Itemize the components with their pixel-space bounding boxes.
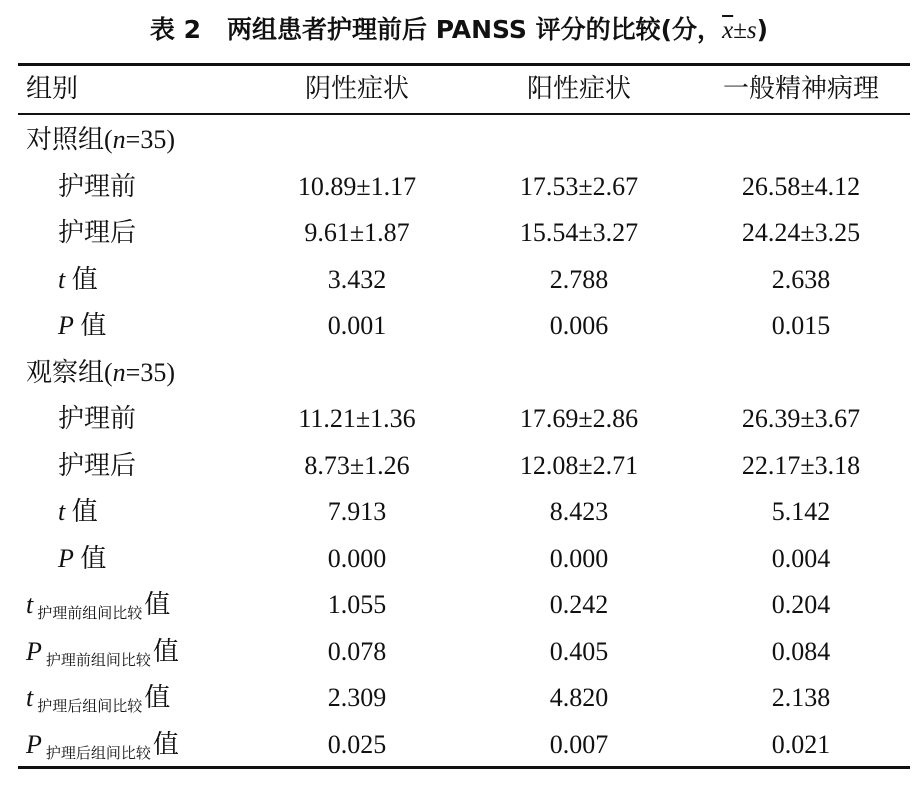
stat-symbol: P <box>26 729 42 759</box>
cell-general-psychopathology: 0.021 <box>771 729 831 759</box>
mean-symbol: $\overline{x}$ <box>722 17 734 44</box>
row-label-text: 值 <box>65 497 98 526</box>
row-label <box>58 257 98 303</box>
cell-negative-symptoms: 3.432 <box>327 264 387 294</box>
row-label-text: 值 <box>152 636 179 666</box>
cell-general-psychopathology: 2.138 <box>771 683 831 712</box>
cell-general-psychopathology: 2.638 <box>771 264 831 294</box>
table-row <box>0 675 918 721</box>
stat-subscript: 护理前组间比较 <box>45 650 151 669</box>
cell-negative-symptoms: 2.309 <box>327 683 387 712</box>
row-label-text: 护理后 <box>58 218 137 247</box>
row-label <box>58 210 136 256</box>
cell-positive-symptoms: 0.242 <box>549 590 609 619</box>
table-row <box>0 117 918 163</box>
header-positive-symptoms: 阳性症状 <box>526 74 631 104</box>
cell-negative-symptoms: 0.078 <box>327 636 387 666</box>
cell-positive-symptoms: 8.423 <box>549 497 609 526</box>
row-label-text: 值 <box>65 264 98 294</box>
cell-general-psychopathology: 0.204 <box>771 590 831 619</box>
row-label <box>58 303 106 349</box>
table-row <box>0 350 918 396</box>
cell-positive-symptoms: 4.820 <box>549 683 609 712</box>
cell-positive-symptoms: 0.000 <box>549 543 609 573</box>
title-close-paren: ) <box>756 15 769 44</box>
cell-negative-symptoms: 11.21±1.36 <box>298 404 416 433</box>
sample-size-symbol: n <box>112 125 126 154</box>
cell-general-psychopathology: 0.084 <box>771 636 831 666</box>
row-label <box>58 536 106 582</box>
cell-general-psychopathology: 22.17±3.18 <box>741 450 861 480</box>
cell-positive-symptoms: 12.08±2.71 <box>519 450 639 480</box>
table-title <box>0 8 918 53</box>
row-label-text: 护理前 <box>58 404 137 433</box>
stat-subscript: 护理前组间比较 <box>37 604 143 622</box>
cell-negative-symptoms: 7.913 <box>327 497 387 526</box>
table-row <box>0 489 918 535</box>
row-label-text: 值 <box>73 543 107 573</box>
cell-negative-symptoms: 0.025 <box>327 729 387 759</box>
row-label <box>58 164 136 210</box>
row-label-text: 护理前 <box>58 171 137 201</box>
table-row <box>0 164 918 210</box>
stat-symbol: P <box>26 636 42 666</box>
cell-negative-symptoms: 0.001 <box>327 311 387 340</box>
sample-size-symbol: n <box>112 357 126 387</box>
table-row <box>0 303 918 349</box>
cell-positive-symptoms: 15.54±3.27 <box>519 218 639 247</box>
stat-subscript: 护理后组间比较 <box>37 697 143 715</box>
row-label-text: 值 <box>152 729 179 759</box>
table-row <box>0 629 918 675</box>
cell-negative-symptoms: 9.61±1.87 <box>304 218 410 247</box>
table-row <box>0 396 918 442</box>
row-label <box>26 350 175 396</box>
table-row <box>0 582 918 628</box>
header-group: 组别 <box>26 74 79 104</box>
cell-general-psychopathology: 5.142 <box>771 497 831 526</box>
table-row <box>0 257 918 303</box>
stat-subscript: 护理后组间比较 <box>45 743 151 762</box>
cell-general-psychopathology: 0.015 <box>771 311 831 340</box>
sample-size-value: =35) <box>125 125 175 154</box>
row-label-text: 值 <box>144 683 171 712</box>
sample-size-value: =35) <box>125 357 175 387</box>
cell-general-psychopathology: 26.39±3.67 <box>741 404 861 433</box>
table-row <box>0 536 918 582</box>
row-label-text: 护理后 <box>58 450 137 480</box>
cell-positive-symptoms: 2.788 <box>549 264 609 294</box>
row-label-text: 值 <box>144 590 171 619</box>
row-label-text: 值 <box>73 311 107 340</box>
cell-negative-symptoms: 8.73±1.26 <box>304 450 410 480</box>
table-header-rule <box>18 113 910 115</box>
row-label <box>26 117 175 163</box>
table-header-row <box>0 66 918 112</box>
cell-positive-symptoms: 0.006 <box>549 311 609 340</box>
header-general-psychopathology: 一般精神病理 <box>722 74 879 104</box>
cell-negative-symptoms: 0.000 <box>327 543 387 573</box>
stat-symbol: P <box>58 543 74 573</box>
cell-general-psychopathology: 0.004 <box>771 543 831 573</box>
stat-symbol: P <box>58 311 74 340</box>
row-label <box>58 489 98 535</box>
table-bottom-rule <box>18 766 910 769</box>
table-row <box>0 722 918 768</box>
stat-symbol: t <box>26 590 34 619</box>
row-label <box>58 396 136 442</box>
cell-positive-symptoms: 17.53±2.67 <box>519 171 639 201</box>
table-caption: 两组患者护理前后 PANSS 评分的比较(分， <box>227 15 723 44</box>
sd-symbol: ±s <box>733 17 757 44</box>
cell-negative-symptoms: 1.055 <box>327 590 387 619</box>
row-label-text: 观察组( <box>26 357 113 387</box>
stat-symbol: t <box>58 497 66 526</box>
cell-positive-symptoms: 0.405 <box>549 636 609 666</box>
row-label-text: 对照组( <box>26 125 113 154</box>
header-negative-symptoms: 阴性症状 <box>304 74 409 104</box>
cell-negative-symptoms: 10.89±1.17 <box>297 171 417 201</box>
cell-positive-symptoms: 0.007 <box>549 729 609 759</box>
table-number: 表 2 <box>149 15 202 44</box>
row-label <box>58 443 136 489</box>
table-row <box>0 210 918 256</box>
cell-general-psychopathology: 26.58±4.12 <box>741 171 861 201</box>
stat-symbol: t <box>58 264 66 294</box>
cell-positive-symptoms: 17.69±2.86 <box>519 404 639 433</box>
stat-symbol: t <box>26 683 34 712</box>
table-row <box>0 443 918 489</box>
cell-general-psychopathology: 24.24±3.25 <box>741 218 861 247</box>
